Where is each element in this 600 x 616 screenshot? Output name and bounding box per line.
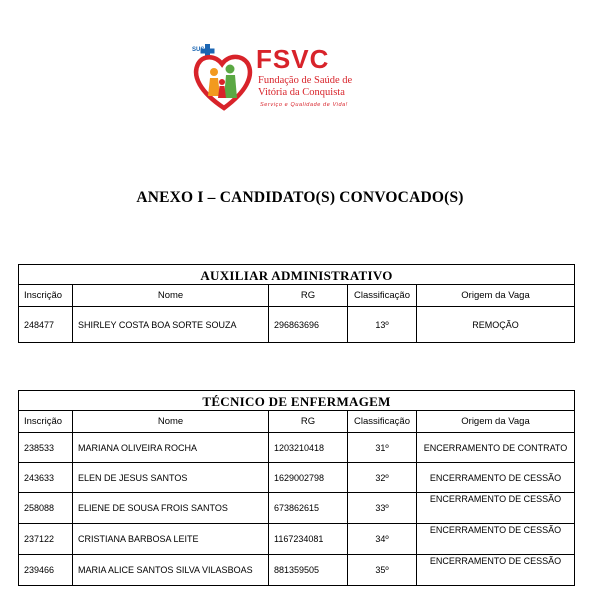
table-caption: TÉCNICO DE ENFERMAGEM (19, 391, 575, 411)
table-row (19, 433, 575, 463)
table-row (19, 463, 575, 493)
cell-inscricao: 239466 (19, 555, 73, 586)
cell-inscricao: 243633 (19, 463, 73, 493)
cell-rg: 673862615 (269, 493, 348, 524)
cell-classificacao: 32º (348, 463, 417, 493)
cell-rg: 1203210418 (269, 433, 348, 463)
col-header-nome: Nome (73, 411, 269, 433)
logo-line-2: Vitória da Conquista (258, 87, 345, 98)
fsvc-logo (190, 42, 365, 122)
logo-line-1: Fundação de Saúde de (258, 75, 353, 86)
col-header-rg: RG (269, 285, 348, 307)
col-header-origem: Origem da Vaga (417, 411, 575, 433)
cell-rg: 1629002798 (269, 463, 348, 493)
cell-nome: MARIA ALICE SANTOS SILVA VILASBOAS (73, 555, 269, 586)
cell-inscricao: 238533 (19, 433, 73, 463)
cell-nome: SHIRLEY COSTA BOA SORTE SOUZA (73, 307, 269, 343)
cell-origem: ENCERRAMENTO DE CESSÃO (417, 524, 575, 555)
cell-nome: MARIANA OLIVEIRA ROCHA (73, 433, 269, 463)
cell-rg: 296863696 (269, 307, 348, 343)
col-header-nome: Nome (73, 285, 269, 307)
cell-inscricao: 258088 (19, 493, 73, 524)
logo-brand: FSVC (256, 44, 330, 74)
cell-nome: ELIENE DE SOUSA FROIS SANTOS (73, 493, 269, 524)
col-header-inscricao: Inscrição (19, 411, 73, 433)
table-caption: AUXILIAR ADMINISTRATIVO (19, 265, 575, 285)
cell-origem: ENCERRAMENTO DE CESSÃO (417, 555, 575, 586)
cell-inscricao: 248477 (19, 307, 73, 343)
table-auxiliar-administrativo (18, 264, 575, 343)
cell-rg: 881359505 (269, 555, 348, 586)
cell-nome: ELEN DE JESUS SANTOS (73, 463, 269, 493)
cell-origem: ENCERRAMENTO DE CONTRATO (417, 433, 575, 463)
cell-classificacao: 34º (348, 524, 417, 555)
cell-rg: 1167234081 (269, 524, 348, 555)
cell-classificacao: 13º (348, 307, 417, 343)
table-tecnico-de-enfermagem (18, 390, 575, 586)
col-header-inscricao: Inscrição (19, 285, 73, 307)
col-header-rg: RG (269, 411, 348, 433)
cell-origem: REMOÇÃO (417, 307, 575, 343)
cell-origem: ENCERRAMENTO DE CESSÃO (417, 493, 575, 524)
col-header-classificacao: Classificação (348, 411, 417, 433)
table-row (19, 524, 575, 555)
col-header-origem: Origem da Vaga (417, 285, 575, 307)
logo-tagline: Serviço e Qualidade de Vida! (260, 102, 348, 108)
cell-classificacao: 31º (348, 433, 417, 463)
table-row (19, 493, 575, 524)
cell-classificacao: 33º (348, 493, 417, 524)
col-header-classificacao: Classificação (348, 285, 417, 307)
cell-nome: CRISTIANA BARBOSA LEITE (73, 524, 269, 555)
table-row (19, 307, 575, 343)
cell-origem: ENCERRAMENTO DE CESSÃO (417, 463, 575, 493)
document-title: ANEXO I – CANDIDATO(S) CONVOCADO(S) (136, 189, 464, 206)
cell-inscricao: 237122 (19, 524, 73, 555)
sus-badge: SUS (192, 47, 205, 53)
table-row (19, 555, 575, 586)
cell-classificacao: 35º (348, 555, 417, 586)
